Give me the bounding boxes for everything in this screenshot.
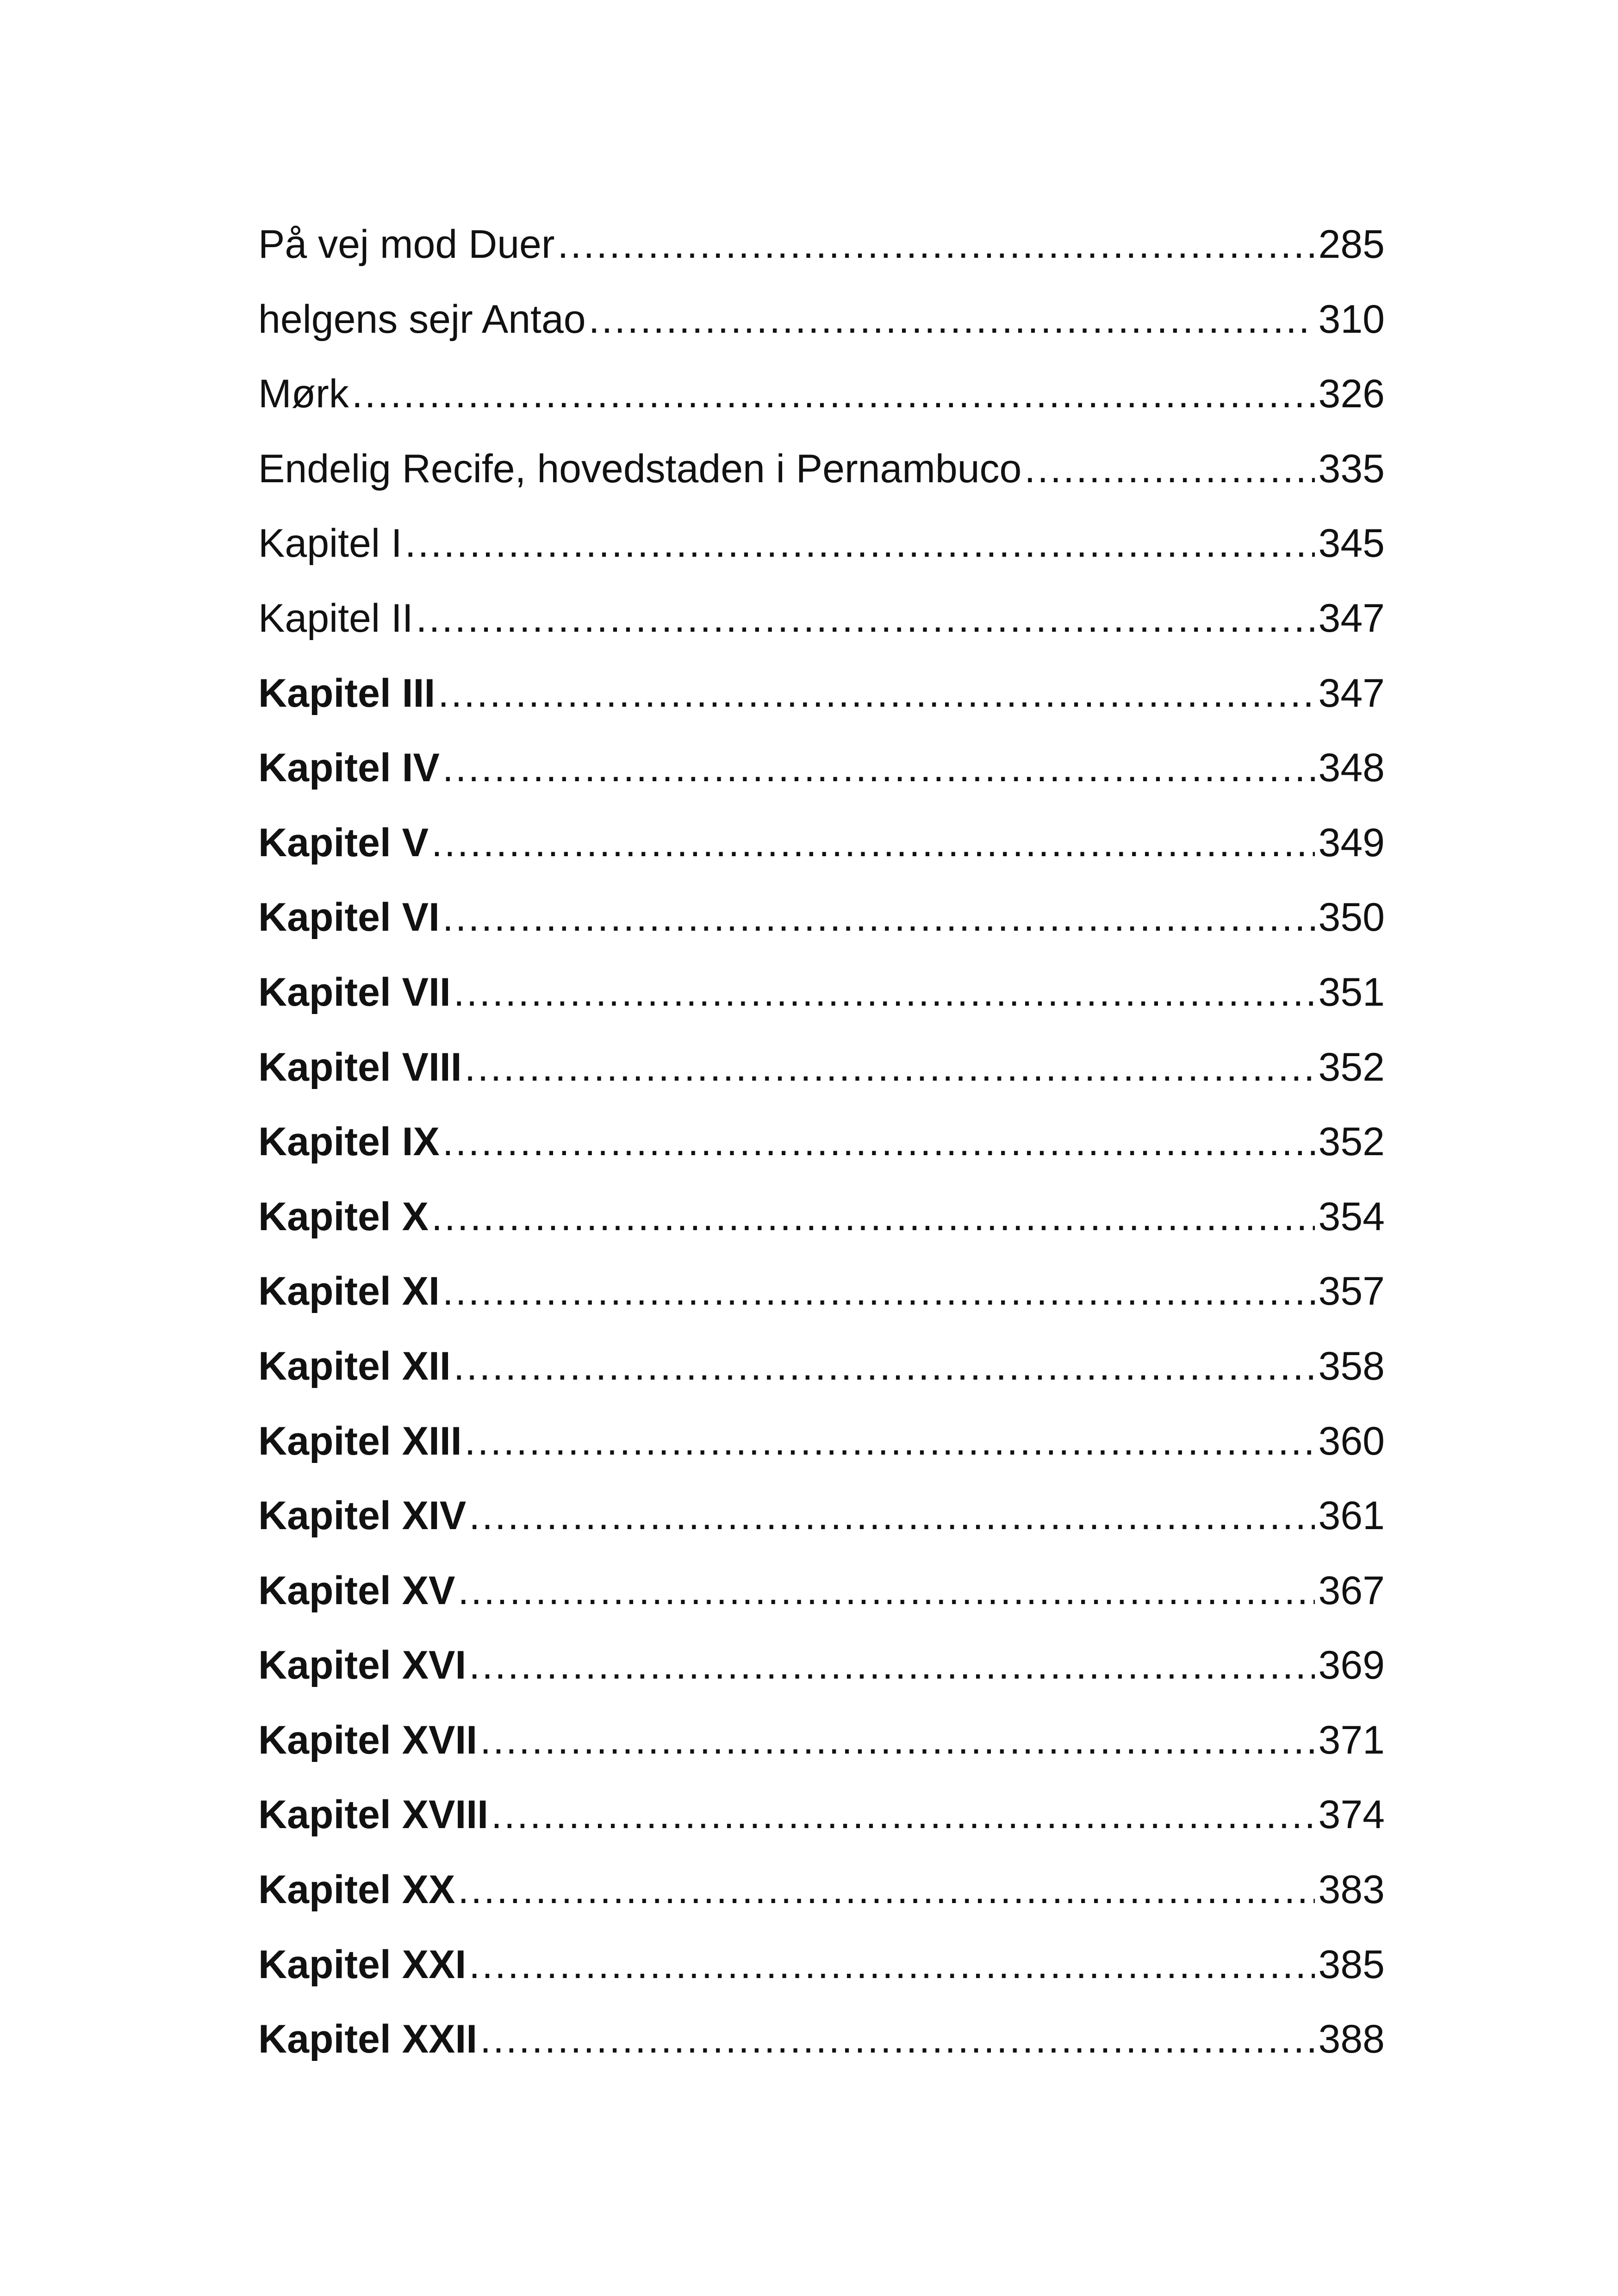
toc-entry-page-number: 310	[1318, 297, 1385, 342]
toc-entry-title: Kapitel XX	[258, 1867, 455, 1912]
toc-entry-title: Kapitel XXII	[258, 2017, 478, 2062]
toc-entry-title: Kapitel X	[258, 1194, 429, 1239]
dot-leader	[465, 1030, 1315, 1105]
dot-leader	[454, 1329, 1315, 1404]
toc-entry-page-number: 383	[1318, 1867, 1385, 1912]
toc-entry-page-number: 326	[1318, 372, 1385, 417]
toc-entry-title: Kapitel IX	[258, 1120, 440, 1164]
dot-leader	[431, 806, 1315, 881]
table-of-contents	[258, 207, 1385, 2077]
toc-entry-page-number: 358	[1318, 1344, 1385, 1388]
toc-entry-page-number: 352	[1318, 1120, 1385, 1164]
dot-leader	[558, 207, 1315, 282]
toc-entry-title: Kapitel VII	[258, 970, 451, 1014]
dot-leader	[416, 581, 1315, 656]
dot-leader	[442, 731, 1315, 806]
toc-entry-title: Kapitel XI	[258, 1269, 440, 1314]
toc-entry-page-number: 357	[1318, 1269, 1385, 1314]
toc-entry-page-number: 347	[1318, 596, 1385, 641]
toc-entry-page-number: 371	[1318, 1717, 1385, 1762]
dot-leader	[491, 1778, 1314, 1853]
toc-entry-page-number: 350	[1318, 895, 1385, 940]
toc-entry-page-number: 285	[1318, 222, 1385, 267]
toc-entry	[258, 357, 1385, 432]
toc-entry-title: Kapitel IV	[258, 746, 440, 790]
toc-entry-page-number: 385	[1318, 1942, 1385, 1987]
toc-entry-title: Kapitel XVIII	[258, 1792, 489, 1837]
toc-entry	[258, 1853, 1385, 1928]
toc-entry-title: Kapitel XVII	[258, 1717, 478, 1762]
toc-entry-page-number: 388	[1318, 2017, 1385, 2062]
toc-entry	[258, 282, 1385, 357]
toc-entry-title: Kapitel XII	[258, 1344, 451, 1388]
dot-leader	[469, 1628, 1314, 1703]
toc-entry-title: Kapitel VIII	[258, 1045, 462, 1089]
toc-entry-page-number: 335	[1318, 446, 1385, 491]
toc-entry	[258, 1703, 1385, 1778]
toc-entry-title: Kapitel VI	[258, 895, 440, 940]
toc-entry-title: Kapitel XXI	[258, 1942, 467, 1987]
dot-leader	[454, 955, 1315, 1030]
toc-entry-page-number: 374	[1318, 1792, 1385, 1837]
toc-entry	[258, 1329, 1385, 1404]
toc-entry-page-number: 348	[1318, 746, 1385, 790]
toc-entry	[258, 1554, 1385, 1629]
dot-leader	[438, 656, 1314, 731]
toc-entry	[258, 880, 1385, 955]
toc-entry	[258, 1404, 1385, 1479]
toc-entry	[258, 581, 1385, 656]
toc-entry	[258, 432, 1385, 507]
toc-entry-page-number: 369	[1318, 1643, 1385, 1688]
toc-entry-page-number: 351	[1318, 970, 1385, 1014]
toc-entry-title: helgens sejr Antao	[258, 297, 586, 342]
toc-entry-page-number: 367	[1318, 1568, 1385, 1613]
dot-leader	[405, 506, 1315, 581]
toc-entry-page-number: 345	[1318, 521, 1385, 566]
toc-entry-title: Kapitel II	[258, 596, 413, 641]
toc-entry-title: Mørk	[258, 372, 349, 417]
dot-leader	[442, 880, 1315, 955]
toc-entry	[258, 1479, 1385, 1554]
toc-entry-page-number: 347	[1318, 671, 1385, 716]
toc-entry	[258, 2002, 1385, 2077]
toc-entry	[258, 207, 1385, 282]
dot-leader	[431, 1180, 1315, 1255]
toc-entry	[258, 1628, 1385, 1703]
toc-entry	[258, 1928, 1385, 2003]
toc-entry-title: Kapitel XIV	[258, 1493, 467, 1538]
toc-entry	[258, 1030, 1385, 1105]
toc-entry	[258, 1778, 1385, 1853]
toc-entry-title: Endelig Recife, hovedstaden i Pernambuco	[258, 446, 1022, 491]
toc-entry	[258, 955, 1385, 1030]
dot-leader	[480, 1703, 1314, 1778]
toc-entry-page-number: 361	[1318, 1493, 1385, 1538]
dot-leader	[442, 1254, 1315, 1329]
dot-leader	[469, 1479, 1314, 1554]
dot-leader	[458, 1554, 1314, 1629]
dot-leader	[352, 357, 1315, 432]
dot-leader	[480, 2002, 1314, 2077]
toc-entry	[258, 731, 1385, 806]
toc-entry	[258, 506, 1385, 581]
toc-entry-title: Kapitel V	[258, 820, 429, 865]
dot-leader	[458, 1853, 1314, 1928]
toc-entry-title: På vej mod Duer	[258, 222, 555, 267]
toc-entry	[258, 1180, 1385, 1255]
toc-entry	[258, 806, 1385, 881]
toc-entry	[258, 1254, 1385, 1329]
toc-entry-page-number: 352	[1318, 1045, 1385, 1089]
toc-entry-title: Kapitel XVI	[258, 1643, 467, 1688]
toc-entry-title: Kapitel III	[258, 671, 436, 716]
toc-entry-page-number: 360	[1318, 1419, 1385, 1463]
toc-entry	[258, 656, 1385, 731]
dot-leader	[469, 1928, 1314, 2003]
dot-leader	[1024, 432, 1314, 507]
toc-entry	[258, 1105, 1385, 1180]
toc-entry-title: Kapitel XIII	[258, 1419, 462, 1463]
toc-entry-title: Kapitel XV	[258, 1568, 455, 1613]
toc-entry-title: Kapitel I	[258, 521, 402, 566]
dot-leader	[465, 1404, 1315, 1479]
dot-leader	[589, 282, 1315, 357]
toc-entry-page-number: 349	[1318, 820, 1385, 865]
toc-entry-page-number: 354	[1318, 1194, 1385, 1239]
dot-leader	[442, 1105, 1315, 1180]
